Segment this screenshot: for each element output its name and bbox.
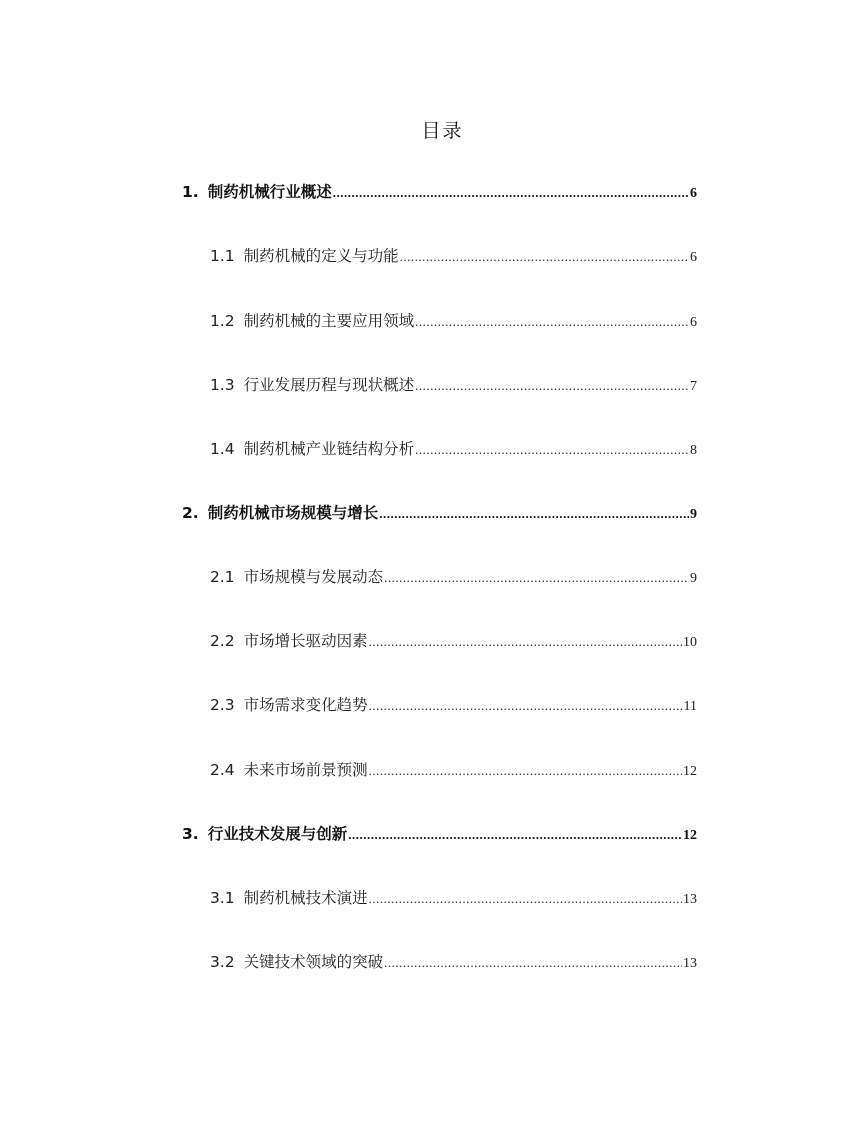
toc-entry-number: 2.3 bbox=[210, 696, 235, 714]
toc-entry-text: 市场增长驱动因素 bbox=[243, 632, 368, 650]
dot-leader bbox=[333, 185, 689, 201]
toc-entry-3-2[interactable] bbox=[210, 950, 697, 976]
toc-title: 目录 bbox=[421, 120, 464, 142]
toc-entry-page: 13 bbox=[683, 956, 697, 971]
toc-entry-2[interactable] bbox=[182, 501, 697, 527]
toc-entry-number: 2.1 bbox=[210, 568, 235, 586]
toc-entry-number: 2.4 bbox=[210, 761, 235, 779]
toc-entry-number: 1.3 bbox=[210, 376, 235, 394]
dot-leader bbox=[369, 763, 682, 779]
toc-entry-text: 制药机械技术演进 bbox=[243, 889, 368, 907]
toc-entry-page: 7 bbox=[690, 379, 697, 394]
toc-entry-page: 12 bbox=[683, 764, 697, 779]
dot-leader bbox=[415, 314, 689, 330]
toc-entry-1-3[interactable] bbox=[210, 373, 697, 399]
toc-entry-text: 制药机械的定义与功能 bbox=[243, 247, 399, 265]
toc-entry-number: 3. bbox=[182, 825, 199, 843]
toc-entry-3[interactable] bbox=[182, 822, 697, 848]
dot-leader bbox=[415, 442, 689, 458]
toc-entry-text: 行业发展历程与现状概述 bbox=[243, 376, 415, 394]
dot-leader bbox=[379, 506, 689, 522]
toc-entry-number: 2. bbox=[182, 504, 199, 522]
toc-entry-2-4[interactable] bbox=[210, 758, 697, 784]
toc-entry-page: 11 bbox=[683, 699, 697, 714]
toc-entry-page: 6 bbox=[690, 250, 697, 265]
dot-leader bbox=[400, 249, 689, 265]
dot-leader bbox=[384, 955, 682, 971]
toc-entry-page: 12 bbox=[683, 828, 697, 843]
toc-entry-page: 9 bbox=[690, 507, 697, 522]
toc-entry-page: 13 bbox=[683, 892, 697, 907]
toc-entry-number: 1. bbox=[182, 183, 199, 201]
toc-entry-3-1[interactable] bbox=[210, 886, 697, 912]
toc-entry-page: 6 bbox=[690, 315, 697, 330]
toc-entry-text: 制药机械的主要应用领域 bbox=[243, 312, 415, 330]
toc-entry-text: 市场规模与发展动态 bbox=[243, 568, 384, 586]
toc-entry-number: 2.2 bbox=[210, 632, 235, 650]
toc-entry-number: 1.2 bbox=[210, 312, 235, 330]
dot-leader bbox=[348, 827, 682, 843]
dot-leader bbox=[415, 378, 689, 394]
toc-entry-page: 6 bbox=[690, 186, 697, 201]
dot-leader bbox=[369, 634, 682, 650]
toc-entry-1-1[interactable] bbox=[210, 244, 697, 270]
toc-entry-text: 制药机械市场规模与增长 bbox=[207, 504, 379, 522]
toc-entry-text: 关键技术领域的突破 bbox=[243, 953, 384, 971]
toc-entry-1-2[interactable] bbox=[210, 309, 697, 335]
toc-entry-2-2[interactable] bbox=[210, 629, 697, 655]
toc-entry-text: 制药机械产业链结构分析 bbox=[243, 440, 415, 458]
toc-entry-text: 未来市场前景预测 bbox=[243, 761, 368, 779]
toc-entry-text: 制药机械行业概述 bbox=[207, 183, 332, 201]
dot-leader bbox=[384, 570, 689, 586]
dot-leader bbox=[369, 698, 683, 714]
toc-entry-2-1[interactable] bbox=[210, 565, 697, 591]
toc-entry-page: 8 bbox=[690, 443, 697, 458]
toc-entry-1-4[interactable] bbox=[210, 437, 697, 463]
toc-entry-page: 9 bbox=[690, 571, 697, 586]
toc-entry-number: 3.2 bbox=[210, 953, 235, 971]
toc-entry-1[interactable] bbox=[182, 180, 697, 206]
toc-entry-page: 10 bbox=[683, 635, 697, 650]
toc-entry-text: 行业技术发展与创新 bbox=[207, 825, 348, 843]
toc-entry-number: 3.1 bbox=[210, 889, 235, 907]
toc-entry-number: 1.1 bbox=[210, 247, 235, 265]
toc-entry-2-3[interactable] bbox=[210, 693, 697, 719]
toc-entry-text: 市场需求变化趋势 bbox=[243, 696, 368, 714]
dot-leader bbox=[369, 891, 682, 907]
toc-entry-number: 1.4 bbox=[210, 440, 235, 458]
